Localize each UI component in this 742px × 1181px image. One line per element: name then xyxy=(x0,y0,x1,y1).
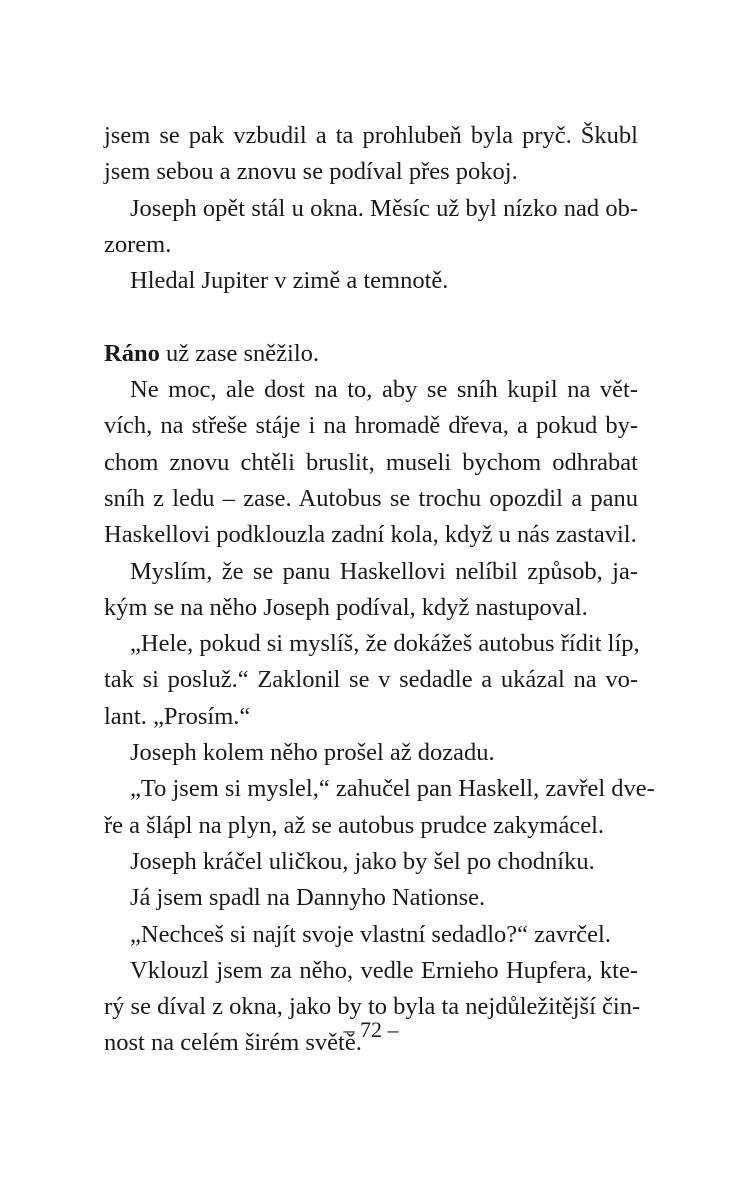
text-line: Hledal Jupiter v zimě a temnotě. xyxy=(130,267,449,295)
text-line: rý se díval z okna, jako by to byla ta nejdůležitější čin- xyxy=(104,993,641,1021)
text-line: Joseph kolem něho prošel až dozadu. xyxy=(130,739,495,767)
text-line: kým se na něho Joseph podíval, když nastupoval. xyxy=(104,593,588,621)
text-line: Ne moc, ale dost na to, aby se sníh kupil na vět- xyxy=(130,376,638,404)
section-lead-line xyxy=(104,336,638,372)
text-line: Myslím, že se panu Haskellovi nelíbil způsob, ja- xyxy=(130,557,638,585)
text-line: jsem sebou a znovu se podíval přes pokoj. xyxy=(104,158,518,186)
text-line: „Nechceš si najít svoje vlastní sedadlo?“ zavrčel. xyxy=(130,920,611,948)
text-line: tak si posluž.“ Zaklonil se v sedadle a ukázal na vo- xyxy=(104,666,638,694)
text-line: Já jsem spadl na Dannyho Nationse. xyxy=(130,884,486,912)
page-number: – 72 – xyxy=(343,1017,399,1042)
text-line: nost na celém širém světě. xyxy=(104,1029,362,1057)
page-body xyxy=(104,118,655,1062)
text-line: Joseph kráčel uličkou, jako by šel po chodníku. xyxy=(130,847,595,875)
text-line: zorem. xyxy=(104,230,172,258)
text-fragment: už zase sněžilo. xyxy=(159,339,320,367)
text-line: „Hele, pokud si myslíš, že dokážeš autobus řídit líp, xyxy=(130,630,640,658)
text-line: Haskellovi podklouzla zadní kola, když u nás zastavil. xyxy=(104,521,637,549)
section-break xyxy=(104,299,638,335)
text-line: Joseph opět stál u okna. Měsíc už byl nízko nad ob- xyxy=(130,194,638,222)
text-line: Vklouzl jsem za něho, vedle Ernieho Hupfera, kte- xyxy=(130,956,638,984)
text-line: ře a šlápl na plyn, až se autobus prudce zakymácel. xyxy=(104,811,605,839)
text-line: jsem se pak vzbudil a ta prohlubeň byla pryč. Škubl xyxy=(104,122,638,149)
text-line: chom znovu chtěli bruslit, museli bychom odhrabat xyxy=(104,448,638,476)
text-line: „To jsem si myslel,“ zahučel pan Haskell, zavřel dve- xyxy=(130,775,655,803)
text-line: vích, na střeše stáje i na hromadě dřeva, a pokud by- xyxy=(104,412,638,440)
text-line: lant. „Prosím.“ xyxy=(104,702,251,730)
text-line: sníh z ledu – zase. Autobus se trochu opozdil a panu xyxy=(104,484,638,512)
section-lead-word: Ráno xyxy=(104,339,160,367)
